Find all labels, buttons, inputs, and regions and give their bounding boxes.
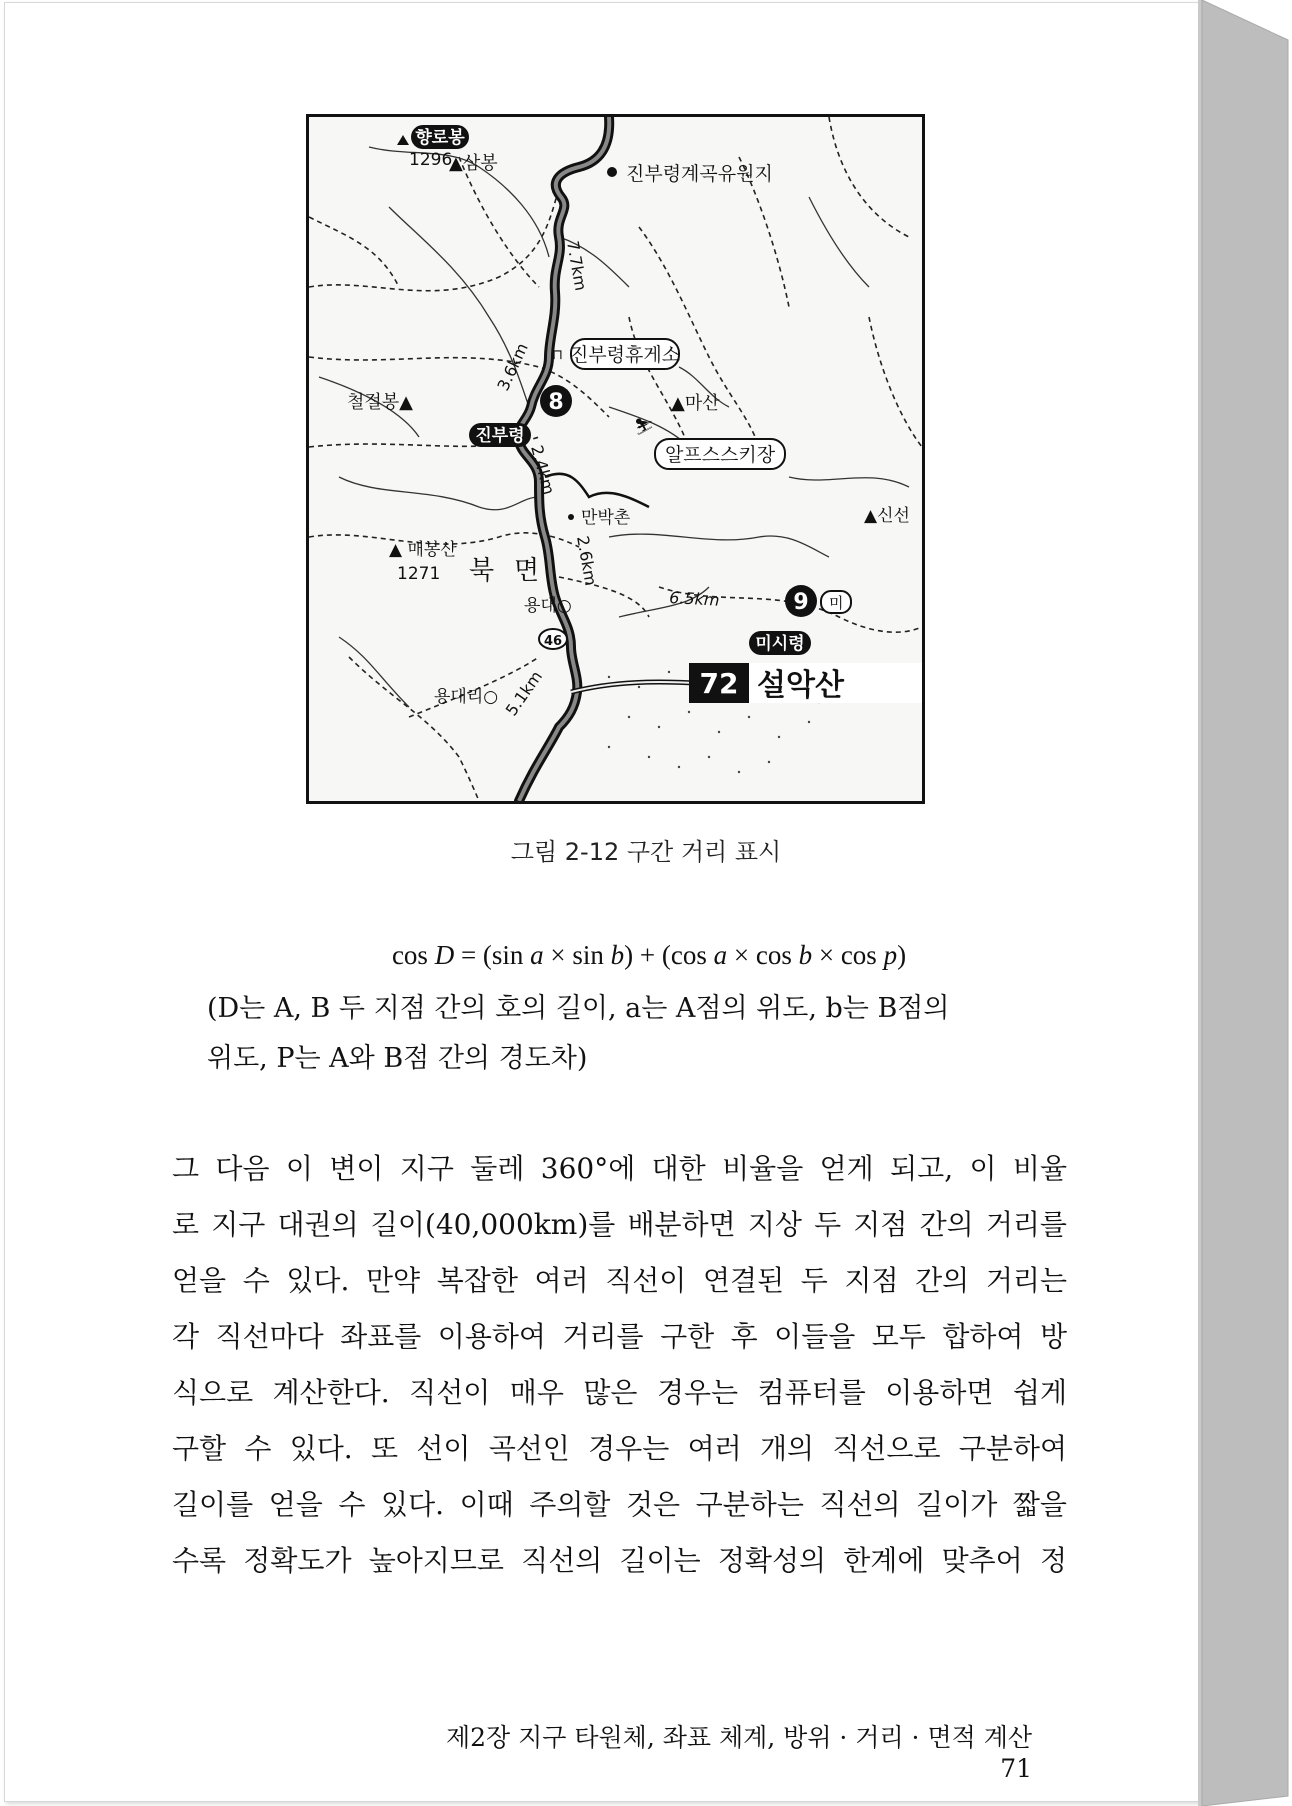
label-masan: ▲마산 <box>671 393 720 414</box>
formula-var: a <box>713 940 728 970</box>
label-hyangrobong: 향로봉 <box>415 128 465 148</box>
figure-caption: 그림 2-12 구간 거리 표시 <box>510 838 782 866</box>
label-yongdae: 용대○ <box>524 596 572 616</box>
label-rest-area: 진부령휴게소 <box>569 344 681 366</box>
label-route-9: 9 <box>793 590 809 615</box>
label-map-number: 72 <box>699 667 739 700</box>
label-myeon: 면 <box>514 556 540 586</box>
peak-icon <box>397 135 409 145</box>
route-map <box>306 114 925 804</box>
label-buk: 북 <box>469 556 495 586</box>
body-line: 각 직선마다 좌표를 이용하여 거리를 구한 후 이들을 모두 합하여 방 <box>172 1320 1067 1353</box>
book-spine <box>1198 0 1290 1806</box>
label-manbakchon: 만박촌 <box>581 508 631 528</box>
formula-part: = (sin <box>454 940 531 970</box>
label-misiryeong: 미시령 <box>755 634 805 654</box>
formula-var: b <box>798 940 813 970</box>
label-valley-park: 진부령계곡유원지 <box>626 163 773 185</box>
ski-icon: ⛷ <box>634 417 655 436</box>
village-dot <box>568 514 574 520</box>
label-sambong: ▲삼봉 <box>449 153 498 174</box>
formula-part: ) + (cos <box>624 940 714 970</box>
formula-var: D <box>434 940 455 970</box>
formula-var: p <box>883 940 898 970</box>
body-paragraph <box>172 1141 1067 1589</box>
label-route-8: 8 <box>548 390 564 415</box>
label-maebongsan: ▲ 매봉산 <box>389 540 457 560</box>
label-dist-2-6: 2.6km <box>573 534 601 588</box>
place-marker-icon <box>607 167 617 177</box>
formula-part: ) <box>897 940 907 970</box>
body-line: 식으로 계산한다. 직선이 매우 많은 경우는 컴퓨터를 이용하면 쉽게 <box>172 1376 1067 1409</box>
formula-part: × cos <box>812 940 884 970</box>
label-yongdaeri: 용대리○ <box>434 687 499 707</box>
body-line: 수록 정확도가 높아지므로 직선의 길이는 정확성의 한계에 맞추어 정 <box>172 1544 1067 1577</box>
label-ski-resort: 알프스스키장 <box>664 444 776 466</box>
road-ski <box>545 474 649 507</box>
label-dist-2-4: 2.4km <box>527 443 559 497</box>
body-line: 그 다음 이 변이 지구 둘레 360°에 대한 비율을 얻게 되고, 이 비율 <box>172 1152 1067 1185</box>
label-sinseon: ▲신선 <box>864 506 910 526</box>
body-line: 로 지구 대권의 길이(40,000km)를 배분하면 지상 두 지점 간의 거리를 <box>172 1208 1067 1241</box>
body-line: 얻을 수 있다. 만약 복잡한 여러 직선이 연결된 두 지점 간의 거리는 <box>172 1264 1067 1297</box>
label-route-9-partial: 미 <box>829 594 844 612</box>
label-elev-1271: 1271 <box>397 564 441 584</box>
label-dist-6-5: 6.5km <box>668 588 721 610</box>
formula-part: cos <box>391 940 435 970</box>
formula-note-line-1: (D는 A, B 두 지점 간의 호의 길이, a는 A점의 위도, b는 B점의 <box>207 993 950 1024</box>
label-dist-5-1: 5.1km <box>501 667 547 720</box>
label-dist-3-6: 3.6km <box>493 340 532 394</box>
label-route-46: 46 <box>543 634 563 649</box>
page-footer: 제2장 지구 타원체, 좌표 체계, 방위 · 거리 · 면적 계산 71 <box>445 1723 1032 1783</box>
map-drawing <box>309 117 922 801</box>
body-line: 구할 수 있다. 또 선이 곡선인 경우는 여러 개의 직선으로 구분하여 <box>172 1432 1067 1465</box>
formula-note-line-2: 위도, P는 A와 B점 간의 경도차) <box>207 1043 588 1074</box>
formula-var: a <box>530 940 544 970</box>
formula-part: × cos <box>727 940 799 970</box>
formula <box>0 940 1292 971</box>
label-elev-1296: 1296 <box>409 150 453 170</box>
map-stream-lines <box>319 147 909 707</box>
body-line: 길이를 얻을 수 있다. 이때 주의할 것은 구분하는 직선의 길이가 짧을 <box>172 1488 1067 1521</box>
label-chuljeolbong: 철절봉▲ <box>347 392 414 413</box>
formula-part: × sin <box>543 940 611 970</box>
formula-var: b <box>610 940 625 970</box>
label-jinburyeong: 진부령 <box>475 426 525 446</box>
label-dist-7-7: 7.7km <box>563 239 591 293</box>
label-map-name: 설악산 <box>757 668 844 703</box>
rest-area-icon: ⊓ <box>552 347 563 363</box>
